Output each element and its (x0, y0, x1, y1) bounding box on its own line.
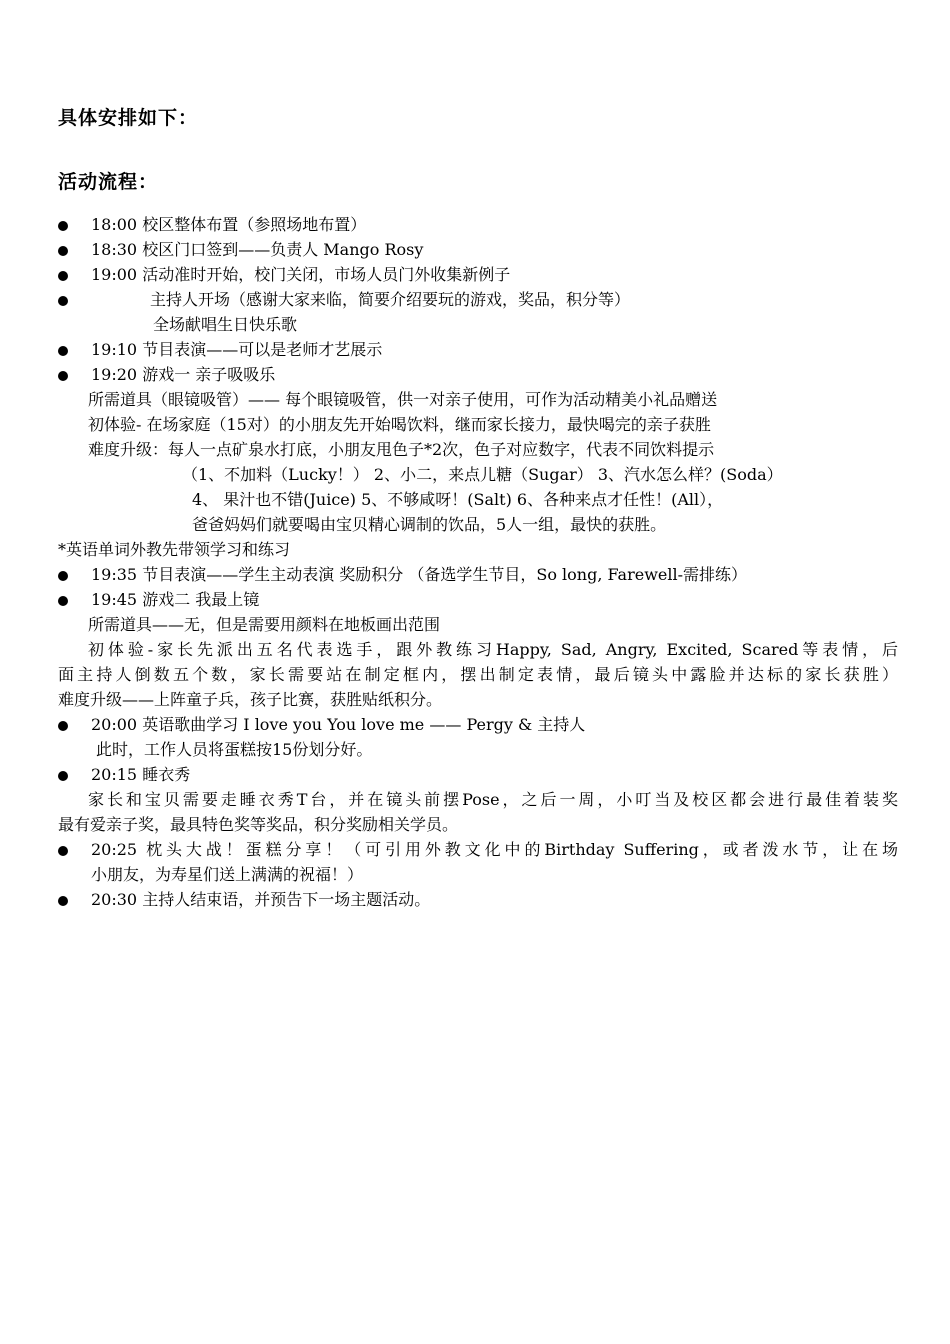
bullet-dot (58, 896, 68, 906)
detail-line: 4、 果汁也不错(Juice) 5、不够咸呀！(Salt) 6、各种来点才任性！(All）， (192, 490, 724, 509)
bullet-dot (58, 371, 68, 381)
list-item: 20:00 英语歌曲学习 I love you You love me —— Pergy & 主持人 (91, 715, 586, 734)
list-item: 20:30 主持人结束语，并预告下一场主题活动。 (91, 890, 431, 909)
list-item: 19:20 游戏一 亲子吸吸乐 (91, 365, 276, 384)
bullet-dot (58, 846, 68, 856)
bullet-dot (58, 721, 68, 731)
detail-line: 难度升级——上阵童子兵，孩子比赛，获胜贴纸积分。 (58, 690, 443, 709)
list-item: 20:25 枕头大战！蛋糕分享！（可引用外教文化中的Birthday Suffering，或者泼水节，让在场 (91, 840, 898, 859)
detail-line: （1、不加料（Lucky！） 2、小二，来点儿糖（Sugar） 3、汽水怎么样？(Soda） (182, 465, 783, 484)
list-item: 20:15 睡衣秀 (91, 765, 191, 784)
bullet-dot (58, 346, 68, 356)
list-item: 18:00 校区整体布置（参照场地布置） (91, 215, 367, 234)
bullet-dot (58, 221, 68, 231)
detail-line: 面主持人倒数五个数，家长需要站在制定框内，摆出制定表情，最后镜头中露脸并达标的家长获胜） (58, 665, 898, 684)
list-item-continuation: 小朋友，为寿星们送上满满的祝福！） (91, 865, 364, 884)
detail-line: 初体验-家长先派出五名代表选手，跟外教练习Happy, Sad, Angry, Excited, Scared等表情，后 (88, 640, 898, 659)
note-line: *英语单词外教先带领学习和练习 (58, 540, 291, 559)
list-item: 19:10 节目表演——可以是老师才艺展示 (91, 340, 383, 359)
detail-line: 难度升级：每人一点矿泉水打底，小朋友甩色子*2次，色子对应数字，代表不同饮料提示 (88, 440, 715, 459)
list-item: 19:35 节目表演——学生主动表演 奖励积分 （备选学生节目，So long, Farewell-需排练） (91, 565, 747, 584)
bullet-dot (58, 771, 68, 781)
list-item: 19:45 游戏二 我最上镜 (91, 590, 260, 609)
heading-process: 活动流程： (58, 171, 159, 193)
detail-line: 爸爸妈妈们就要喝由宝贝精心调制的饮品，5人一组，最快的获胜。 (192, 515, 667, 534)
detail-line: 此时，工作人员将蛋糕按15份划分好。 (96, 740, 373, 759)
list-item-continuation: 全场献唱生日快乐歌 (153, 315, 298, 334)
bullet-dot (58, 296, 68, 306)
list-item: 主持人开场（感谢大家来临，简要介绍要玩的游戏，奖品，积分等） (150, 290, 631, 309)
detail-line: 所需道具（眼镜吸管）—— 每个眼镜吸管，供一对亲子使用，可作为活动精美小礼品赠送 (88, 390, 718, 409)
detail-line: 最有爱亲子奖，最具特色奖等奖品，积分奖励相关学员。 (58, 815, 459, 834)
list-item: 18:30 校区门口签到——负责人 Mango Rosy (91, 240, 424, 259)
heading-arrangement: 具体安排如下： (58, 107, 199, 129)
list-item: 19:00 活动准时开始，校门关闭，市场人员门外收集新例子 (91, 265, 511, 284)
bullet-dot (58, 271, 68, 281)
detail-line: 家长和宝贝需要走睡衣秀T台，并在镜头前摆Pose，之后一周，小叮当及校区都会进行最佳着装奖 (88, 790, 898, 809)
bullet-dot (58, 246, 68, 256)
detail-line: 初体验- 在场家庭（15对）的小朋友先开始喝饮料，继而家长接力，最快喝完的亲子获胜 (88, 415, 711, 434)
detail-line: 所需道具——无，但是需要用颜料在地板画出范围 (88, 615, 441, 634)
bullet-dot (58, 571, 68, 581)
bullet-dot (58, 596, 68, 606)
